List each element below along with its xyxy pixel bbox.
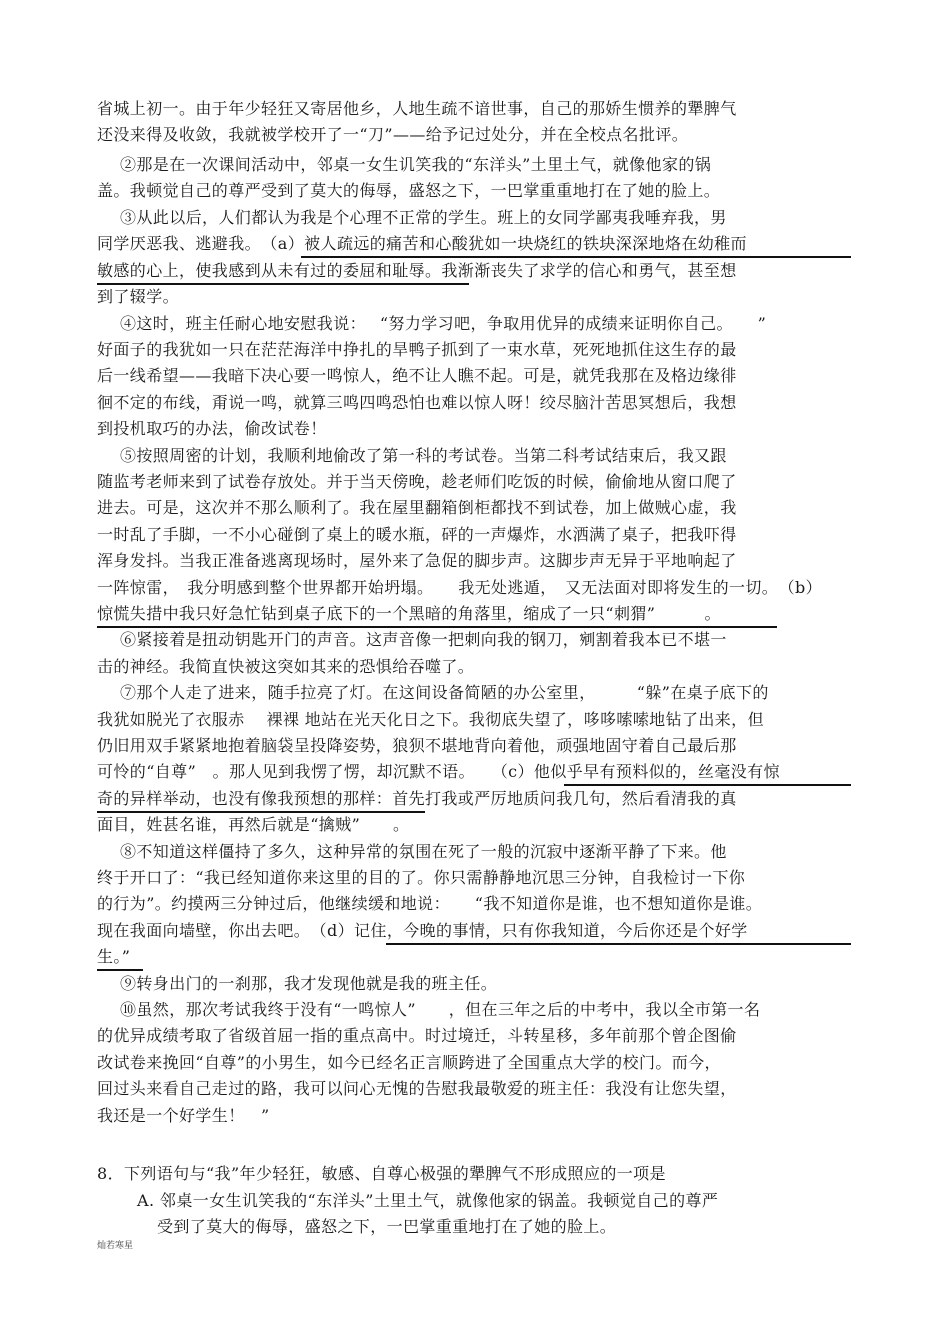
text-line: 同学厌恶我、逃避我。 （a）被人疏远的痛苦和心酸犹如一块烧红的铁块深深地烙在幼稚而 (97, 234, 747, 253)
text-line: 好面子的我犹如一只在茫茫海洋中挣扎的旱鸭子抓到了一束水草，死死地抓住这生存的最 (97, 340, 737, 359)
text-line: ⑧不知道这样僵持了多久，这种异常的氛围在死了一般的沉寂中逐渐平静了下来。他 (120, 842, 727, 861)
text-line: ⑥紧接着是扭动钥匙开门的声音。这声音像一把刺向我的钢刀，剜割着我本已不堪一 (120, 630, 727, 649)
text-line: 一阵惊雷， 我分明感到整个世界都开始坍塌。 我无处逃遁， 又无法面对即将发生的一切。 （b） (97, 578, 823, 597)
text-line: 回过头来看自己走过的路，我可以问心无愧的告慰我最敬爱的班主任：我没有让您失望， (97, 1079, 737, 1098)
text-line: 一时乱了手脚，一不小心碰倒了桌上的暖水瓶，砰的一声爆炸，水洒满了桌子，把我吓得 (97, 525, 737, 544)
text-line: 到投机取巧的办法，偷改试卷！ (97, 419, 327, 438)
text-line: 徊不定的布线，甭说一鸣，就算三鸣四鸣恐怕也难以惊人呀！绞尽脑汁苦思冥想后，我想 (97, 393, 737, 412)
text-line: 奇的异样举动，也没有像我预想的那样：首先打我或严厉地质问我几句，然后看清我的真 (97, 789, 737, 808)
text-line: 敏感的心上，使我感到从未有过的委屈和耻辱。我渐渐丧失了求学的信心和勇气，甚至想 (97, 261, 737, 280)
text-line: 终于开口了：“我已经知道你来这里的目的了。你只需静静地沉思三分钟，自我检讨一下你 (97, 868, 746, 887)
text-line: 省城上初一。由于年少轻狂又寄居他乡，人地生疏不谙世事，自己的那娇生惯养的犟脾气 (97, 99, 737, 118)
text-line: 改试卷来挽回“自尊”的小男生，如今已经名正言顺跨进了全国重点大学的校门。而今， (97, 1053, 721, 1072)
question-8-option-a-cont: 受到了莫大的侮辱，盛怒之下，一巴掌重重地打在了她的脸上。 (157, 1217, 617, 1236)
text-line: 浑身发抖。当我正准备逃离现场时，屋外来了急促的脚步声。这脚步声无异于平地响起了 (97, 551, 737, 570)
text-line: ②那是在一次课间活动中，邻桌一女生讥笑我的“东洋头”土里土气，就像他家的锅 (120, 155, 712, 174)
text-line: ⑤按照周密的计划，我顺利地偷改了第一科的考试卷。当第二科考试结束后，我又跟 (120, 446, 727, 465)
text-line: 我还是一个好学生！ ” (97, 1106, 270, 1125)
text-line: 后一线希望——我暗下决心要一鸣惊人，绝不让人瞧不起。可是，就凭我那在及格边缘徘 (97, 366, 737, 385)
text-line: 的行为”。约摸两三分钟过后，他继续缓和地说： “我不知道你是谁，也不想知道你是谁。 (97, 894, 763, 913)
text-line: 面目，姓甚名谁，再然后就是“擒贼” 。 (97, 815, 410, 834)
text-line: 我犹如脱光了衣服赤 裸裸 地站在光天化日之下。我彻底失望了，哆哆嗦嗦地钻了出来，但 (97, 710, 764, 729)
text-line: 到了辍学。 (97, 287, 180, 306)
text-line: ④这时，班主任耐心地安慰我说： “努力学习吧，争取用优异的成绩来证明你自己。 ” (120, 314, 767, 333)
text-line: ⑦那个人走了进来，随手拉亮了灯。在这间设备简陋的办公室里， “躲”在桌子底下的 (120, 683, 769, 702)
text-line: 随监考老师来到了试卷存放处。并于当天傍晚，趁老师们吃饭的时候，偷偷地从窗口爬了 (97, 472, 737, 491)
question-8-stem: 8．下列语句与“我”年少轻狂，敏感、自尊心极强的犟脾气不形成照应的一项是 (97, 1164, 666, 1183)
text-line: 盖。我顿觉自己的尊严受到了莫大的侮辱，盛怒之下，一巴掌重重地打在了她的脸上。 (97, 181, 721, 200)
page-footer: 灿若寒星 (97, 1241, 134, 1251)
text-line: 仍旧用双手紧紧地抱着脑袋呈投降姿势，狼狈不堪地背向着他，顽强地固守着自己最后那 (97, 736, 737, 755)
question-8-option-a: A. 邻桌一女生讥笑我的“东洋头”土里土气，就像他家的锅盖。我顿觉自己的尊严 (137, 1191, 719, 1210)
text-line: ⑩虽然，那次考试我终于没有“一鸣惊人” ，但在三年之后的中考中，我以全市第一名 (120, 1000, 761, 1019)
text-line: 生。” (97, 947, 131, 966)
text-line: 进去。可是，这次并不那么顺利了。我在屋里翻箱倒柜都找不到试卷，加上做贼心虚，我 (97, 498, 737, 517)
text-line: 的优异成绩考取了省级首屈一指的重点高中。时过境迁，斗转星移，多年前那个曾企图偷 (97, 1026, 737, 1045)
text-line: 击的神经。我简直快被这突如其来的恐惧给吞噬了。 (97, 657, 475, 676)
text-line: ③从此以后，人们都认为我是个心理不正常的学生。班上的女同学鄙夷我唾弃我，男 (120, 208, 727, 227)
text-line: ⑨转身出门的一刹那，我才发现他就是我的班主任。 (120, 974, 498, 993)
text-line: 可怜的“自尊” 。那人见到我愣了愣，却沉默不语。 （c）他似乎早有预料似的，丝毫没有惊 (97, 762, 780, 781)
text-line: 惊慌失措中我只好急忙钻到桌子底下的一个黑暗的角落里，缩成了一只“刺猬” 。 (97, 604, 721, 623)
text-line: 现在我面向墙壁，你出去吧。 （d）记住，今晚的事情，只有你我知道，今后你还是个好学 (97, 921, 748, 940)
text-line: 还没来得及收敛，我就被学校开了一“刀”——给予记过处分，并在全校点名批评。 (97, 125, 689, 144)
